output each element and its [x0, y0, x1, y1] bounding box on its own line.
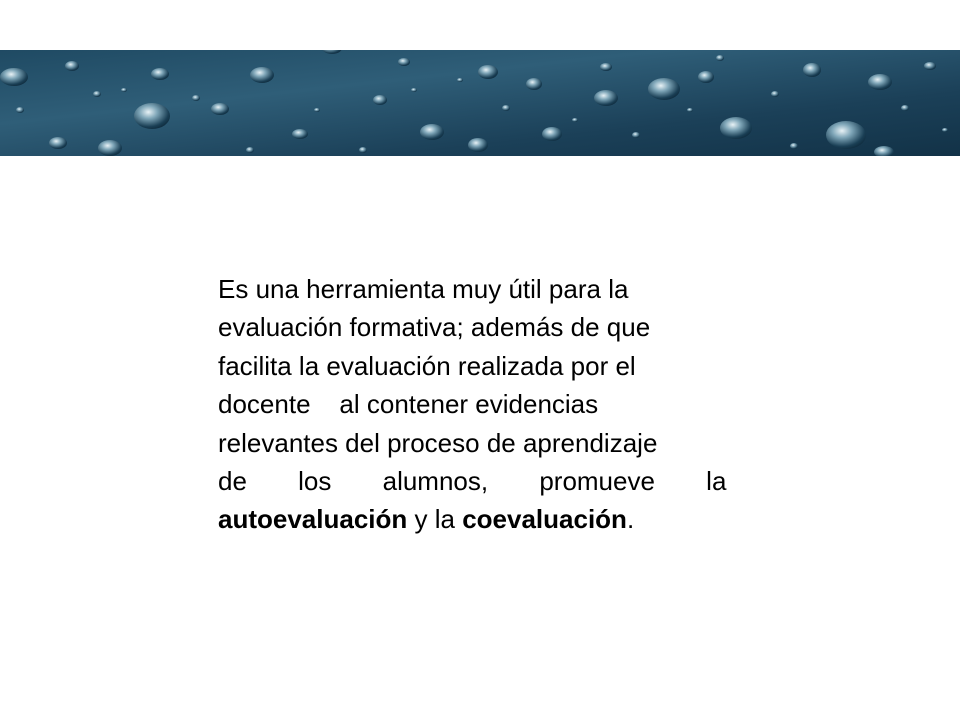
- water-droplet: [420, 124, 444, 140]
- water-droplet: [572, 118, 578, 122]
- water-droplet: [594, 90, 618, 106]
- water-droplet: [192, 95, 200, 101]
- water-droplet: [398, 58, 410, 66]
- water-droplet: [411, 88, 417, 92]
- water-droplet: [16, 107, 24, 113]
- paragraph-line: facilita la evaluación realizada por el: [218, 350, 636, 381]
- paragraph-line: evaluación formativa; además de que: [218, 312, 651, 343]
- connector-text: y la: [407, 504, 463, 535]
- paragraph-line-last: [218, 500, 796, 538]
- water-droplet: [0, 68, 28, 86]
- water-droplet: [826, 121, 866, 149]
- water-droplet: [49, 137, 67, 149]
- water-droplet: [121, 88, 127, 92]
- water-droplet: [211, 103, 229, 115]
- paragraph-line: docente al contener evidencias: [218, 389, 599, 420]
- water-droplet: [468, 138, 488, 152]
- water-droplet: [924, 62, 936, 70]
- water-droplet: [790, 143, 798, 149]
- water-droplet: [600, 63, 612, 71]
- water-droplet: [478, 65, 498, 79]
- water-droplet: [803, 63, 821, 77]
- water-droplet: [98, 140, 122, 156]
- water-droplet: [868, 74, 892, 90]
- water-droplet: [648, 78, 680, 100]
- water-droplet: [314, 108, 320, 112]
- water-droplet: [942, 128, 948, 132]
- water-droplet: [771, 91, 779, 97]
- water-droplet: [687, 108, 693, 112]
- paragraph-line: relevantes del proceso de aprendizaje: [218, 427, 658, 458]
- water-droplet: [250, 67, 274, 83]
- water-droplet: [134, 103, 170, 129]
- water-droplet: [632, 132, 640, 138]
- paragraph-line: de los alumnos, promueve la: [218, 466, 727, 497]
- water-droplet: [93, 91, 101, 97]
- final-period: .: [626, 504, 635, 535]
- water-droplet: [457, 78, 463, 82]
- water-droplet: [246, 147, 254, 153]
- water-droplet: [720, 117, 752, 139]
- paragraph-line: Es una herramienta muy útil para la: [218, 274, 629, 304]
- water-droplet: [502, 105, 510, 111]
- water-droplets-image: [0, 50, 960, 156]
- water-droplet: [151, 68, 169, 80]
- term-autoevaluacion: autoevaluación: [218, 504, 408, 535]
- water-droplet: [698, 71, 714, 83]
- water-droplet: [359, 147, 367, 153]
- header-banner: [0, 50, 960, 156]
- water-droplet: [292, 129, 308, 139]
- water-droplet: [542, 127, 562, 141]
- water-droplet: [65, 61, 79, 71]
- water-droplet: [373, 95, 387, 105]
- water-droplet: [526, 78, 542, 90]
- water-droplet: [716, 55, 724, 61]
- term-coevaluacion: coevaluación: [462, 504, 627, 535]
- water-droplet: [901, 105, 909, 111]
- main-paragraph: [218, 270, 796, 539]
